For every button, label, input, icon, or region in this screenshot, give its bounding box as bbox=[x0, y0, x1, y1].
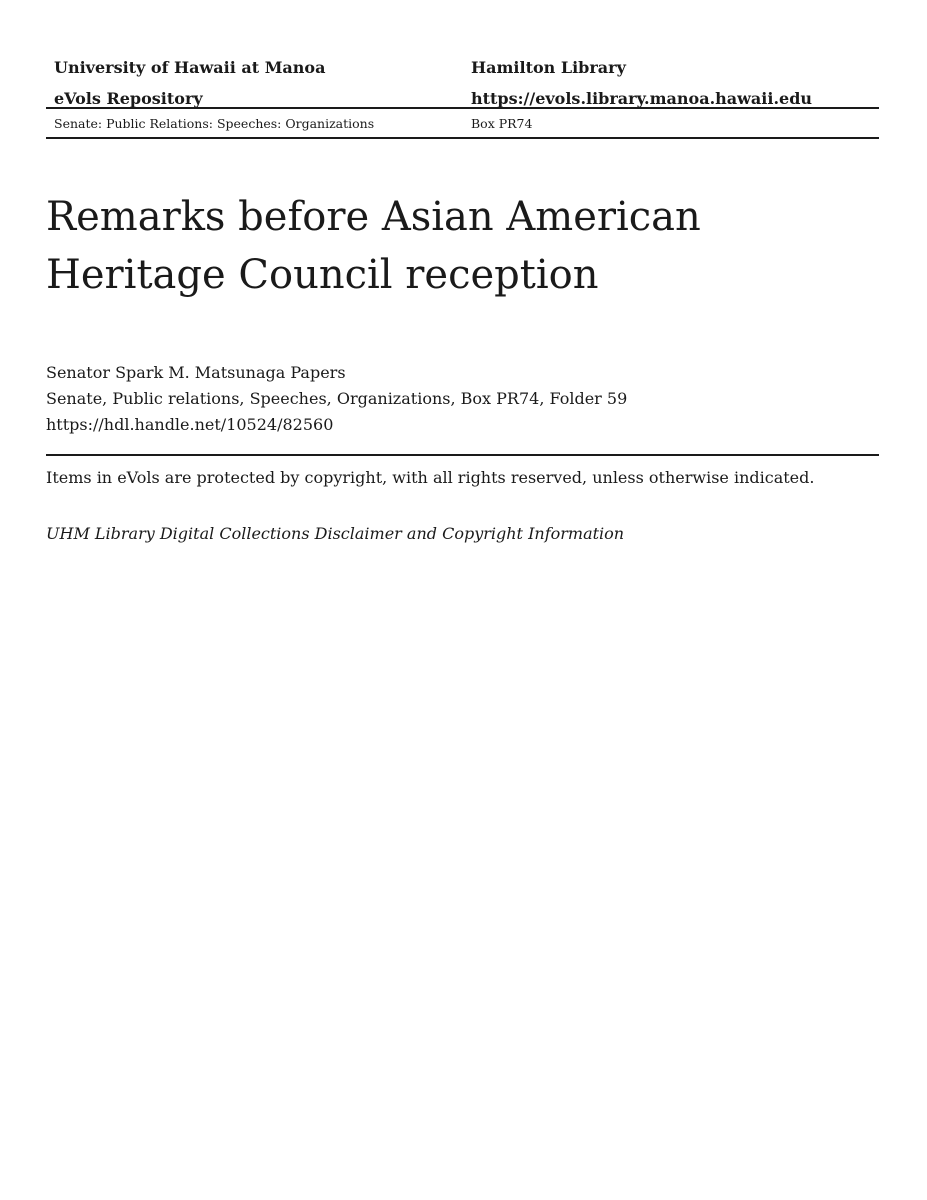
repository-url-link[interactable]: https://evols.library.manoa.hawaii.edu bbox=[471, 89, 813, 108]
box-label: Box PR74 bbox=[471, 116, 533, 131]
rights-statement: Items in eVols are protected by copyright, with all rights reserved, unless otherwise indicated. bbox=[46, 468, 815, 487]
repository-name: eVols Repository bbox=[54, 89, 203, 108]
document-title: Remarks before Asian American Heritage Council reception bbox=[46, 194, 701, 298]
collection-name: Senator Spark M. Matsunaga Papers bbox=[46, 363, 346, 382]
subheader-divider bbox=[46, 137, 879, 139]
header-left-column bbox=[54, 52, 325, 114]
folder-location: Senate, Public relations, Speeches, Organizations, Box PR74, Folder 59 bbox=[46, 389, 628, 408]
document-metadata bbox=[46, 360, 627, 438]
library-name: Hamilton Library bbox=[471, 58, 626, 77]
header-right-column bbox=[471, 52, 812, 114]
collection-path: Senate: Public Relations: Speeches: Organizations bbox=[54, 116, 375, 131]
disclaimer-link[interactable]: UHM Library Digital Collections Disclaimer and Copyright Information bbox=[46, 524, 625, 543]
footer-divider bbox=[46, 454, 879, 456]
institution-name: University of Hawaii at Manoa bbox=[54, 58, 326, 77]
header-divider bbox=[46, 107, 879, 109]
handle-link[interactable]: https://hdl.handle.net/10524/82560 bbox=[46, 415, 334, 434]
